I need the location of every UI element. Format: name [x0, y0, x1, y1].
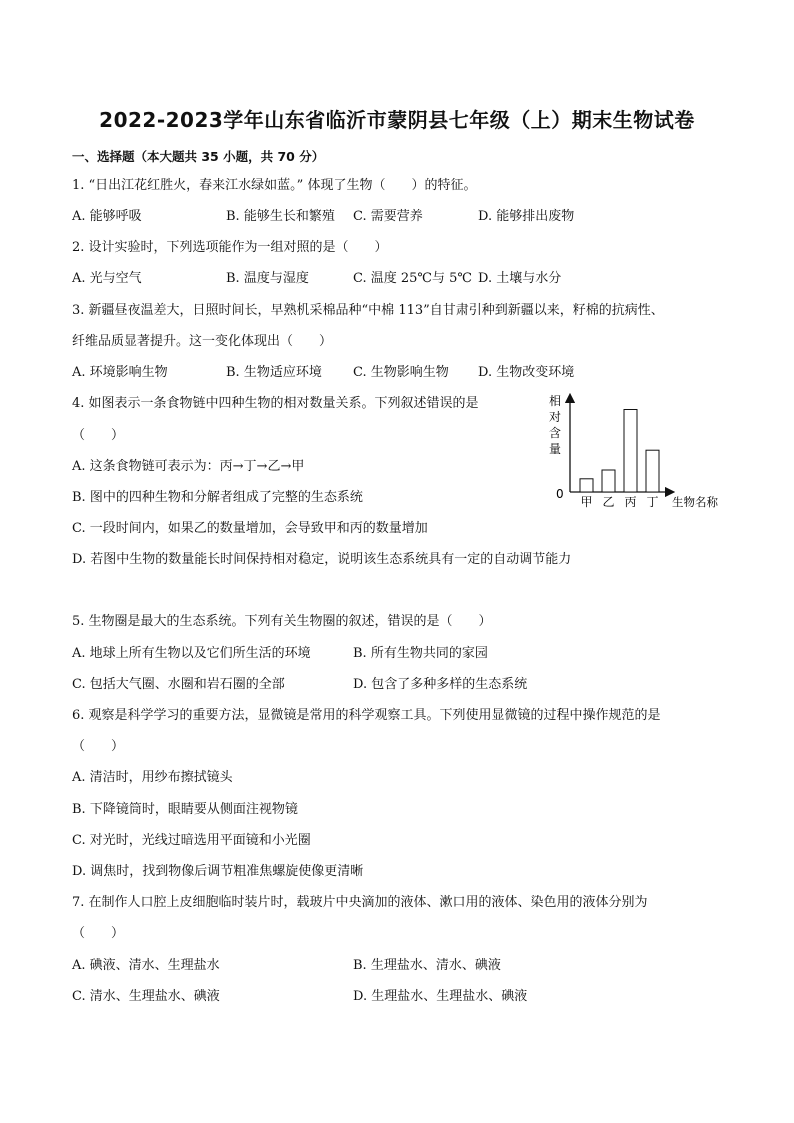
- question-7-option-d: D. 生理盐水、生理盐水、碘液: [353, 989, 528, 1004]
- question-3-option-b: B. 生物适应环境: [226, 365, 322, 380]
- question-3-stem-line-2: 纤维品质显著提升。这一变化体现出（ ）: [72, 334, 333, 349]
- question-6-stem-line-2: （ ）: [72, 739, 125, 754]
- question-1-option-d: D. 能够排出废物: [478, 209, 575, 224]
- question-5-option-b: B. 所有生物共同的家园: [353, 646, 488, 661]
- question-3-option-d: D. 生物改变环境: [478, 365, 575, 380]
- y-axis-label-char: 对: [548, 410, 562, 424]
- question-7-option-c: C. 清水、生理盐水、碘液: [72, 989, 220, 1004]
- question-4-option-a: A. 这条食物链可表示为：丙→丁→乙→甲: [72, 459, 305, 474]
- question-4-stem-line-2: （ ）: [72, 428, 125, 443]
- bar-4: [646, 450, 659, 492]
- question-3-option-c: C. 生物影响生物: [353, 365, 449, 380]
- y-axis-label-char: 相: [548, 394, 562, 408]
- exam-title: 2022-2023学年山东省临沂市蒙阴县七年级（上）期末生物试卷: [99, 108, 695, 132]
- section-heading: 一、选择题（本大题共 35 小题，共 70 分）: [72, 149, 325, 164]
- question-4-option-c: C. 一段时间内，如果乙的数量增加，会导致甲和丙的数量增加: [72, 521, 428, 536]
- question-6-option-d: D. 调焦时，找到物像后调节粗准焦螺旋使像更清晰: [72, 864, 364, 879]
- question-5-option-c: C. 包括大气圈、水圈和岩石圈的全部: [72, 677, 285, 692]
- food-chain-bar-chart: [540, 392, 730, 517]
- question-6-stem-line-1: 6. 观察是科学学习的重要方法，显微镜是常用的科学观察工具。下列使用显微镜的过程中操作规范的是: [72, 708, 661, 723]
- x-axis-label: 生物名称: [672, 495, 718, 509]
- bar-1: [580, 479, 593, 492]
- question-7-stem-line-1: 7. 在制作人口腔上皮细胞临时装片时，载玻片中央滴加的液体、漱口用的液体、染色用的液体分别为: [72, 895, 648, 910]
- question-1-option-a: A. 能够呼吸: [72, 209, 142, 224]
- question-5-option-a: A. 地球上所有生物以及它们所生活的环境: [72, 646, 311, 661]
- question-6-option-c: C. 对光时，光线过暗选用平面镜和小光圈: [72, 833, 311, 848]
- category-label-4: 丁: [646, 495, 659, 509]
- question-3-option-a: A. 环境影响生物: [72, 365, 168, 380]
- question-6-option-b: B. 下降镜筒时，眼睛要从侧面注视物镜: [72, 802, 298, 817]
- bar-3: [624, 410, 637, 493]
- question-7-option-a: A. 碘液、清水、生理盐水: [72, 958, 220, 973]
- y-axis-label: [549, 393, 561, 456]
- question-5-option-d: D. 包含了多种多样的生态系统: [353, 677, 528, 692]
- question-2-option-c: C. 温度 25℃与 5℃: [353, 271, 472, 286]
- question-1-option-c: C. 需要营养: [353, 209, 423, 224]
- question-3-stem-line-1: 3. 新疆昼夜温差大，日照时间长，早熟机采棉品种“中棉 113”自甘肃引种到新疆以来，籽棉的抗病性、: [72, 303, 664, 318]
- question-4-option-d: D. 若图中生物的数量能长时间保持相对稳定，说明该生态系统具有一定的自动调节能力: [72, 552, 572, 567]
- question-2-stem: 2. 设计实验时，下列选项能作为一组对照的是（ ）: [72, 240, 388, 255]
- question-7-stem-line-2: （ ）: [72, 926, 125, 941]
- y-axis-label-char: 量: [548, 442, 562, 456]
- origin-label: 0: [556, 487, 564, 501]
- category-label-3: 丙: [624, 495, 637, 509]
- bar-2: [602, 470, 615, 492]
- question-2-option-a: A. 光与空气: [72, 271, 142, 286]
- question-6-option-a: A. 清洁时，用纱布擦拭镜头: [72, 770, 233, 785]
- question-4-option-b: B. 图中的四种生物和分解者组成了完整的生态系统: [72, 490, 363, 505]
- question-1-stem: 1. “日出江花红胜火，春来江水绿如蓝。” 体现了生物（ ）的特征。: [72, 178, 477, 193]
- question-5-stem: 5. 生物圈是最大的生态系统。下列有关生物圈的叙述，错误的是（ ）: [72, 614, 492, 629]
- question-4-stem-line-1: 4. 如图表示一条食物链中四种生物的相对数量关系。下列叙述错误的是: [72, 396, 479, 411]
- y-axis-label-char: 含: [548, 426, 562, 440]
- question-1-option-b: B. 能够生长和繁殖: [226, 209, 335, 224]
- category-label-2: 乙: [602, 495, 615, 509]
- question-2-option-d: D. 土壤与水分: [478, 271, 562, 286]
- question-7-option-b: B. 生理盐水、清水、碘液: [353, 958, 501, 973]
- question-2-option-b: B. 温度与湿度: [226, 271, 309, 286]
- category-label-1: 甲: [580, 495, 593, 509]
